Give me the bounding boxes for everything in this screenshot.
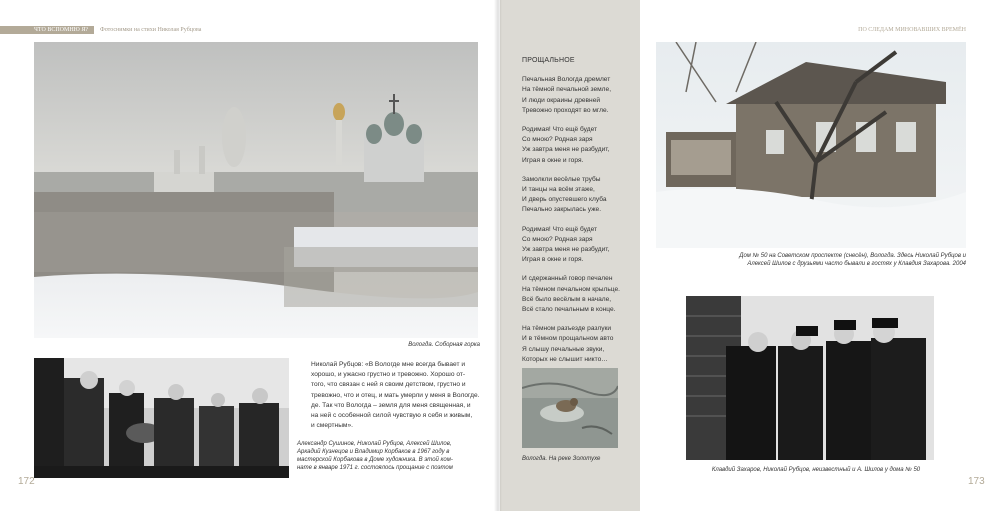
page-number-left: 172 <box>18 476 35 487</box>
photo-musicians <box>34 358 289 478</box>
bird-river-photo-art <box>522 368 618 448</box>
poem-title: ПРОЩАЛЬНОЕ <box>522 57 575 64</box>
poem-proshchalnoe <box>522 56 634 374</box>
poem-line: Уж завтра меня не разбудит, <box>522 246 610 254</box>
poem-line: Замолкли весёлые трубы <box>522 175 601 183</box>
quote-line: того, что связан с ней я своим детством, грустно и <box>311 381 466 389</box>
poem-stanza <box>522 125 634 166</box>
poem-line: На тёмном разъезде разлуки <box>522 325 612 333</box>
caption-musicians <box>297 440 487 472</box>
four-men-photo-art <box>686 296 934 460</box>
poem-line: Играя в окне и горя. <box>522 256 584 264</box>
poem-line: И танцы на всём этаже, <box>522 186 595 194</box>
poem-stanza <box>522 75 634 116</box>
poem-line: И дверь опустевшего клуба <box>522 196 607 204</box>
quote-line: де. Так что Вологда – земля для меня священная, и <box>311 401 471 409</box>
quote-line: тревожно, что и отец, и мать умерли у меня в Вологде. <box>311 391 480 399</box>
poem-line: Со мною? Родная заря <box>522 235 593 243</box>
caption-four-men: Клавдий Захаров, Николай Рубцов, неизвестный и А. Шилов у дома № 50 <box>711 467 921 473</box>
quote-line: Николай Рубцов: «В Вологде мне всегда бывает и <box>311 361 466 368</box>
caption-house-line: Алексей Шилов с друзьями часто бывали в гостях у Клавдия Захарова. 2004 <box>747 261 966 267</box>
running-header-right: ПО СЛЕДАМ МИНОВАВШИХ ВРЕМЁН <box>858 27 966 33</box>
quote-line: хорошо, и ужасно грустно и тревожно. Хорошо от- <box>311 371 466 379</box>
caption-cathedral: Вологда. Соборная горка <box>408 342 480 348</box>
poem-line: И люди окраины древней <box>522 96 601 104</box>
photo-cathedral-winter <box>34 42 478 338</box>
poem-line: Печальная Вологда дремлет <box>522 76 611 84</box>
poem-line: Играя в окне и горя. <box>522 156 584 164</box>
photo-wooden-house <box>656 42 966 248</box>
caption-musicians-line: Александр Сушинов, Николай Рубцов, Алексей Шилов, <box>297 441 452 447</box>
poem-line: И сдержанный говор печален <box>522 275 613 283</box>
caption-house-line: Дом № 50 на Советском проспекте (снесён), Вологда. Здесь Николай Рубцов и <box>739 253 966 259</box>
poem-line: Я слышу печальные звуки, <box>522 345 605 353</box>
header-section-title: ЧТО ВСПОМНЮ Я? <box>0 26 94 34</box>
poem-line: На тёмном печальном крыльце. <box>522 285 621 293</box>
poem-line: Которых не слышит никто… <box>522 355 608 363</box>
poem-line: Всё стало печальным в конце. <box>522 306 616 314</box>
poem-line: На тёмной печальной земле, <box>522 86 612 94</box>
poem-line: Со мною? Родная заря <box>522 136 593 144</box>
photo-bird-river <box>522 368 618 448</box>
poem-stanza <box>522 324 634 365</box>
book-spine <box>494 0 502 511</box>
caption-musicians-line: мастерской Корбакова в Доме художника. В этой ком- <box>297 457 453 463</box>
poem-line: Уж завтра меня не разбудит, <box>522 146 610 154</box>
photo-four-men <box>686 296 934 460</box>
poem-stanza <box>522 225 634 266</box>
page-number-right: 173 <box>968 476 985 487</box>
poem-stanza <box>522 175 634 216</box>
caption-musicians-line: Аркадий Кузнецов и Владимир Корбаков в 1967 году в <box>297 449 450 455</box>
caption-wooden-house <box>690 252 966 268</box>
running-header-left <box>0 26 500 34</box>
wooden-house-photo-art <box>656 42 966 248</box>
cathedral-photo-art <box>34 42 478 338</box>
rubtsov-quote <box>311 360 486 431</box>
quote-line: на ней с особенной силой чувствую я себя и живым, <box>311 412 473 420</box>
caption-bird-river: Вологда. На реке Золотухе <box>522 456 601 462</box>
poem-line: Тревожно проходят во мгле. <box>522 106 609 114</box>
poem-line: Печально закрылась уже. <box>522 206 602 214</box>
quote-line: и смертным». <box>311 422 353 430</box>
musicians-photo-art <box>34 358 289 478</box>
poem-line: Всё было весёлым в начале, <box>522 295 612 303</box>
header-subtitle: Фотоснимки на стихи Николая Рубцова <box>100 27 202 33</box>
poem-stanza <box>522 274 634 315</box>
caption-musicians-line: нате в январе 1971 г. состоялось прощание с поэтом <box>297 465 453 471</box>
poem-line: И в тёмном прощальном авто <box>522 335 614 343</box>
poem-line: Родимая! Что ещё будет <box>522 225 598 233</box>
poem-line: Родимая! Что ещё будет <box>522 126 598 134</box>
